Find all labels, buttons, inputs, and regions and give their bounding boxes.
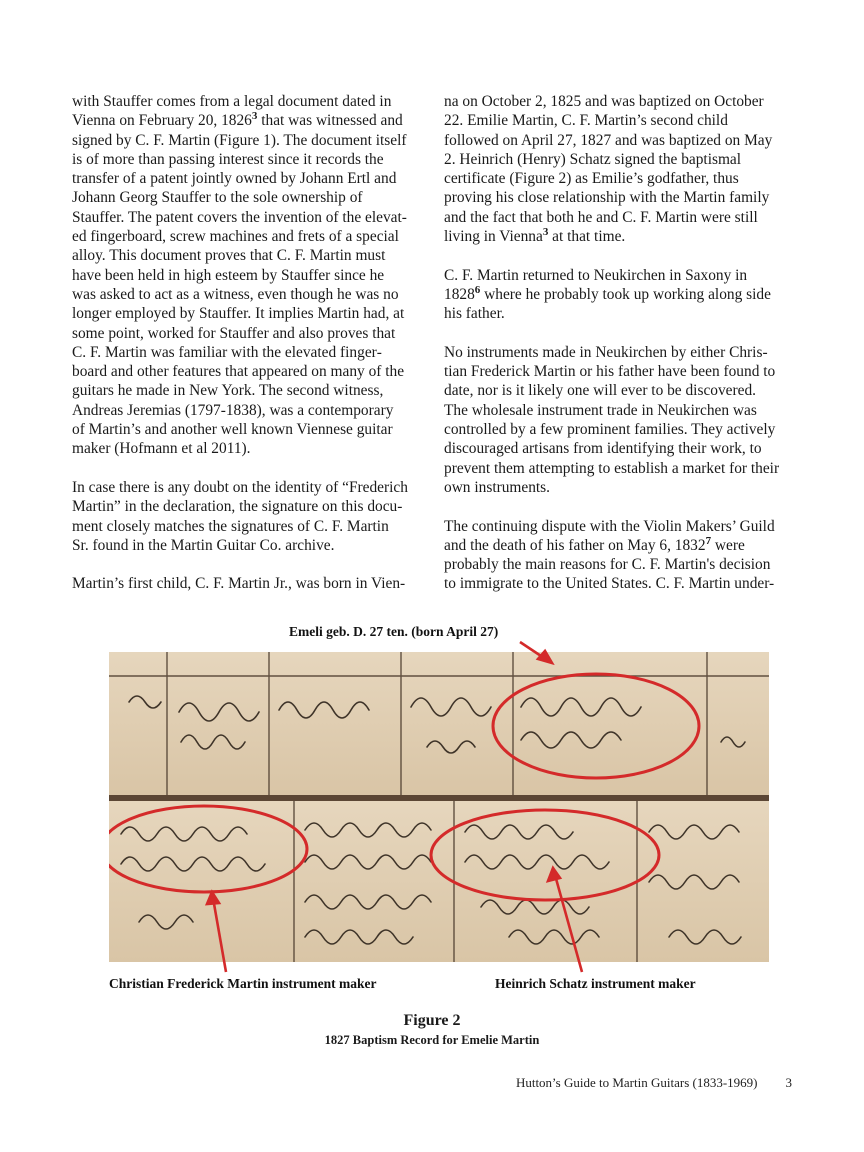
paragraph [444, 343, 780, 497]
paragraph-text: with Stauffer comes from a legal document dated in Vienna on February 20, 1826 [72, 93, 392, 130]
figure-2 [96, 620, 776, 1000]
annotation-arrows [96, 620, 776, 1000]
paragraph-text: that was witnessed and signed by C. F. Martin (Figure 1). The document itself is of more than passing interest since it records the transfer of a patent jointly owned by Johann Ertl and Johann Georg Stauffer to the sole ownership of Stauffer. The patent covers the invention of the elevated fingerboard, screw machines and frets of a special alloy. This document proves that C. F. Martin must have been held in high esteem by Stauffer since he was asked to act as a witness, even though he was no longer employed by Stauffer. It implies Martin had, at some point, worked for Stauffer and also proves that C. F. Martin was familiar with the elevated fingerboard and other features that appeared on many of the guitars he made in New York. The second witness, Andreas Jeremias (1797-1838), was a contemporary of Martin’s and another well known Viennese guitar maker (Hofmann et al 2011). [72, 112, 407, 458]
footnote-reference: 7 [705, 534, 712, 547]
paragraph-text: In case there is any doubt on the identity of “Frederich Martin” in the declaration, the signature on this document closely matches the signatures of C. F. Martin Sr. found in the Martin Guitar Co. archive. [72, 478, 408, 554]
page-footer [516, 1075, 792, 1091]
figure-subtitle: 1827 Baptism Record for Emelie Martin [324, 1033, 540, 1047]
paragraph [444, 266, 780, 324]
paragraph [72, 478, 408, 555]
figure-title: Figure 2 [403, 1012, 461, 1029]
paragraph [444, 92, 780, 246]
footnote-reference: 6 [474, 283, 481, 296]
footnote-reference: 3 [542, 226, 549, 239]
paragraph-text: where he probably took up working along side his father. [444, 285, 771, 323]
page-number: 3 [785, 1075, 792, 1090]
figure-caption-left: Christian Frederick Martin instrument maker [109, 976, 377, 991]
text-column-left [72, 92, 408, 594]
paragraph-text: No instruments made in Neukirchen by either Christian Frederick Martin or his father have been found to date, nor is it likely one will ever to be discovered. The wholesale instrument trade in Neukirchen was controlled by a few prominent families. They actively discouraged artisans from identifying their work, to prevent them attempting to establish a market for their own instruments. [444, 343, 780, 496]
paragraph-text: C. F. Martin returned to Neukirchen in Saxony in 1828 [444, 266, 748, 303]
footnote-reference: 3 [251, 110, 258, 123]
paragraph-text: were probably the main reasons for C. F. Martin's decision to immigrate to the United States. C. F. Martin under- [444, 536, 775, 593]
paragraph-text: at that time. [548, 228, 626, 246]
text-column-right [444, 92, 780, 594]
figure-caption-right: Heinrich Schatz instrument maker [495, 976, 696, 991]
paragraph [444, 517, 780, 594]
figure-caption-top: Emeli geb. D. 27 ten. (born April 27) [289, 624, 499, 639]
paragraph [72, 574, 408, 593]
paragraph-text: Martin’s first child, C. F. Martin Jr., was born in Vien- [72, 575, 406, 593]
book-title: Hutton’s Guide to Martin Guitars (1833-1969) [515, 1075, 758, 1090]
paragraph [72, 92, 408, 459]
paragraph-text: The continuing dispute with the Violin Makers’ Guild and the death of his father on May 6, 1832 [444, 517, 775, 554]
paragraph-text: na on October 2, 1825 and was baptized on October 22. Emilie Martin, C. F. Martin’s second child followed on April 27, 1827 and was baptized on May 2. Heinrich (Henry) Schatz signed the baptismal certificate (Figure 2) as Emilie’s godfather, thus proving his close relationship with the Martin family and the fact that both he and C. F. Martin were still living in Vienna [444, 93, 773, 246]
